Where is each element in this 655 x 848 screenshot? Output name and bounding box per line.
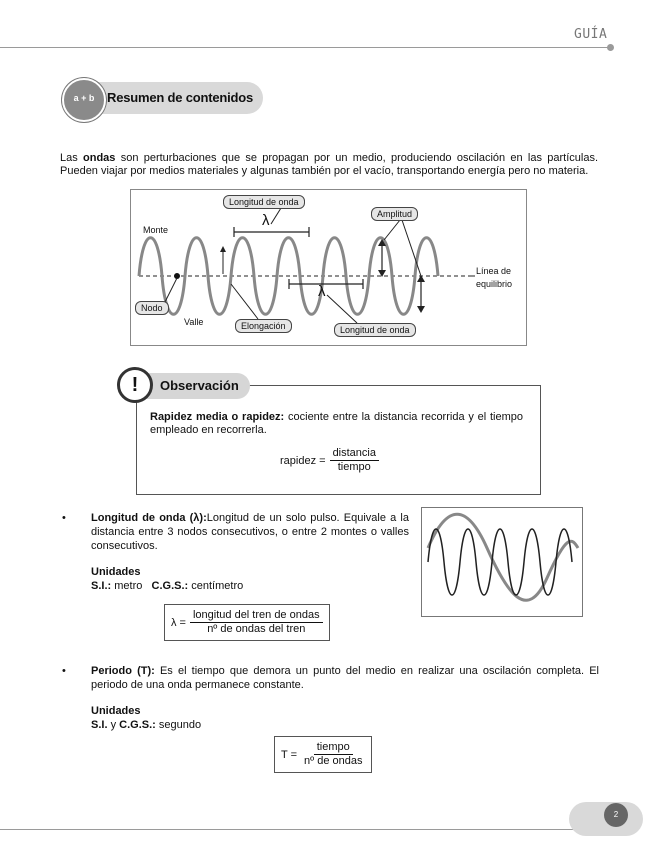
si-label: S.I.: xyxy=(91,580,112,592)
period-definition xyxy=(91,664,599,692)
amplitude-label: Amplitud xyxy=(371,207,418,221)
speed-formula-lhs: rapidez = xyxy=(280,454,326,467)
speed-numerator: distancia xyxy=(330,447,379,461)
wavelength-term: Longitud de onda (λ): xyxy=(91,512,207,524)
wavelength-units xyxy=(91,580,243,592)
period-units-joiner: y xyxy=(107,719,120,731)
period-si-label: S.I. xyxy=(91,719,108,731)
wavelength-units-heading: Unidades xyxy=(91,566,141,578)
speed-definition: cociente entre la distancia recorrida y el tiempo empleado en recorrerla. xyxy=(150,411,523,436)
wave-comparison-figure xyxy=(421,507,583,617)
wave-short xyxy=(428,529,572,595)
speed-fraction xyxy=(330,447,379,474)
bottom-rule xyxy=(0,829,580,830)
node-label: Nodo xyxy=(135,301,169,315)
intro-term: ondas xyxy=(83,152,116,164)
intro-paragraph xyxy=(60,152,598,178)
math-book-icon-text: a + b xyxy=(73,93,95,103)
period-cgs-label: C.G.S.: xyxy=(119,719,156,731)
lambda-bottom: λ xyxy=(318,283,326,300)
wavelength-denominator: nº de ondas del tren xyxy=(207,623,306,635)
observation-title: Observación xyxy=(160,378,239,393)
wave-long xyxy=(428,514,578,600)
period-text: Es el tiempo que demora un punto del medio en realizar una oscilación completa. El periodo de una onda permanece constante. xyxy=(91,665,599,691)
equilibrium-label-line1: Línea de xyxy=(476,266,512,276)
equilibrium-label-line2: equilibrio xyxy=(476,279,513,289)
observation-box xyxy=(136,385,541,495)
page-number: 2 xyxy=(604,803,628,827)
bullet-wavelength: • xyxy=(62,512,66,524)
period-fraction xyxy=(301,741,365,768)
si-value: metro xyxy=(111,580,143,592)
speed-formula xyxy=(280,447,379,474)
section-title: Resumen de contenidos xyxy=(107,90,254,105)
top-rule xyxy=(0,47,610,48)
exclamation-icon: ! xyxy=(117,367,153,403)
wavelength-label-bottom: Longitud de onda xyxy=(334,323,416,337)
wavelength-formula-lhs: λ = xyxy=(171,616,186,629)
trough-label: Valle xyxy=(184,317,204,327)
speed-term: Rapidez media o rapidez: xyxy=(150,411,285,423)
period-units xyxy=(91,719,201,731)
period-units-heading: Unidades xyxy=(91,705,141,717)
top-rule-dot xyxy=(607,44,614,51)
wavelength-label-top: Longitud de onda xyxy=(223,195,305,209)
period-numerator: tiempo xyxy=(314,741,353,755)
wave-diagram xyxy=(130,189,527,346)
crest-label: Monte xyxy=(143,225,169,235)
period-formula-lhs: T = xyxy=(281,748,298,761)
intro-text-rest: son perturbaciones que se propagan por un medio, produciendo oscilación en las partículas. Pueden viajar por medios materiales y algunas también por el vacío, transportando energía pero no materia. xyxy=(60,152,598,177)
speed-denominator: tiempo xyxy=(337,461,371,473)
lambda-top: λ xyxy=(262,212,270,229)
wavelength-fraction xyxy=(190,609,323,636)
period-formula xyxy=(274,736,372,773)
period-denominator: nº de ondas xyxy=(304,755,363,767)
wavelength-numerator: longitud del tren de ondas xyxy=(190,609,323,623)
guide-label: GUÍA xyxy=(574,27,608,42)
bullet-period: • xyxy=(62,665,66,677)
elongation-label: Elongación xyxy=(235,319,292,333)
intro-text-start: Las xyxy=(60,152,84,164)
wavelength-text: Longitud de un solo pulso. Equivale a la distancia entre 3 nodos consecutivos, o entre 2 montes o valles consecutivos. xyxy=(91,512,409,552)
wavelength-formula xyxy=(164,604,330,641)
cgs-value: centímetro xyxy=(188,580,244,592)
cgs-label: C.G.S.: xyxy=(151,580,189,592)
wave-comparison-svg xyxy=(422,508,582,616)
math-book-icon xyxy=(62,78,106,122)
period-unit-value: segundo xyxy=(155,719,202,731)
observation-text xyxy=(150,411,523,437)
period-term: Periodo (T): xyxy=(91,665,155,677)
wavelength-definition xyxy=(91,511,409,553)
